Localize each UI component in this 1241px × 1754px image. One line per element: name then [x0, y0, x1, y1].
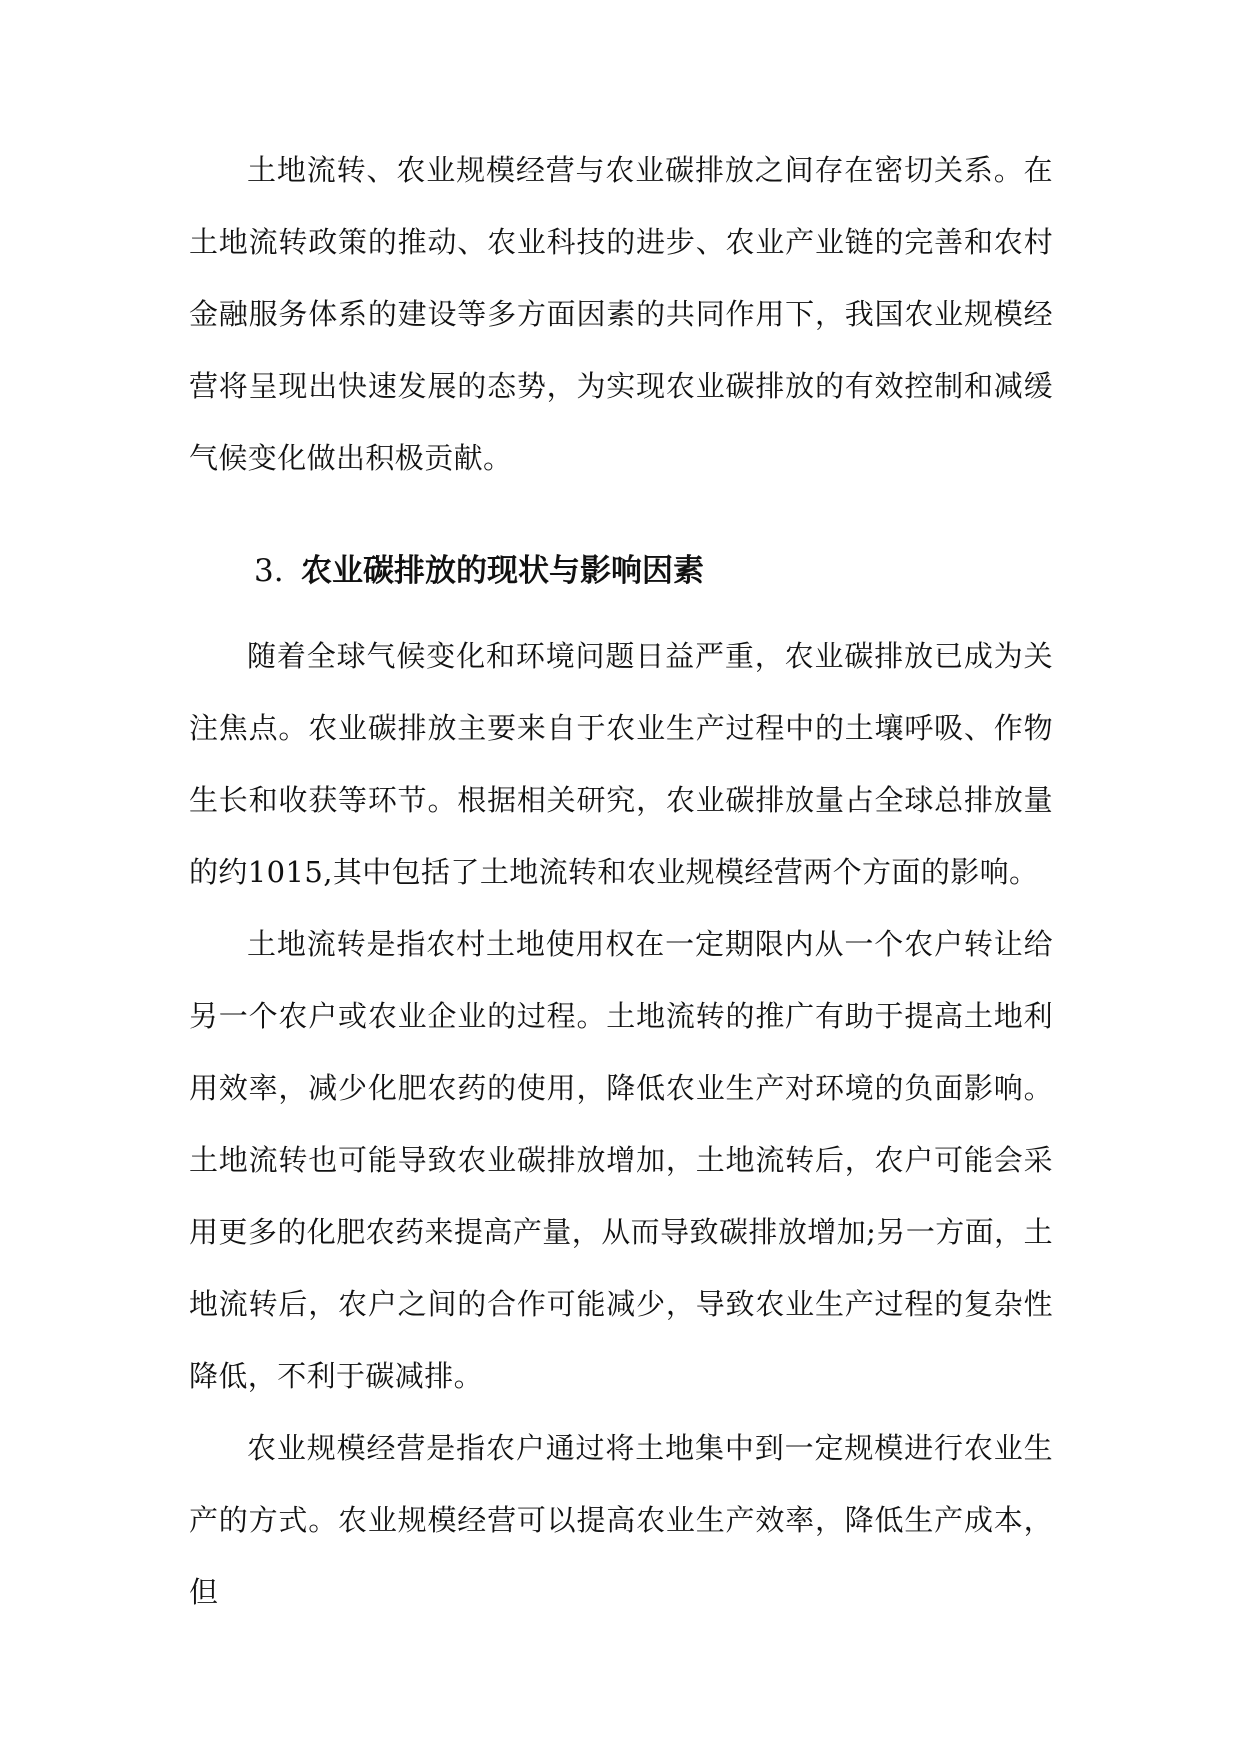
paragraph-land-transfer: 土地流转是指农村土地使用权在一定期限内从一个农户转让给另一个农户或农业企业的过程。土地流转的推广有助于提高土地利用效率，减少化肥农药的使用，降低农业生产对环境的负面影响。土地流转也可能导致农业碳排放增加，土地流转后，农户可能会采用更多的化肥农药来提高产量，从而导致碳排放增加;另一方面，土地流转后，农户之间的合作可能减少，导致农业生产过程的复杂性降低，不利于碳减排。: [189, 927, 1053, 1393]
spacer: [189, 589, 1053, 620]
section-heading: [189, 553, 1053, 589]
section-title: 农业碳排放的现状与影响因素: [301, 553, 704, 589]
spacer: [189, 494, 1053, 553]
paragraph-current-status: 随着全球气候变化和环境问题日益严重，农业碳排放已成为关注焦点。农业碳排放主要来自于农业生产过程中的土壤呼吸、作物生长和收获等环节。根据相关研究，农业碳排放量占全球总排放量的约1015,其中包括了土地流转和农业规模经营两个方面的影响。: [189, 639, 1053, 889]
paragraph-scale-operation: 农业规模经营是指农户通过将土地集中到一定规模进行农业生产的方式。农业规模经营可以提高农业生产效率，降低生产成本，但: [189, 1431, 1053, 1609]
section-number: 3.: [254, 553, 284, 589]
document-page: [189, 134, 1053, 1628]
paragraph-intro: 土地流转、农业规模经营与农业碳排放之间存在密切关系。在土地流转政策的推动、农业科技的进步、农业产业链的完善和农村金融服务体系的建设等多方面因素的共同作用下，我国农业规模经营将呈现出快速发展的态势，为实现农业碳排放的有效控制和减缓气候变化做出积极贡献。: [189, 153, 1053, 475]
